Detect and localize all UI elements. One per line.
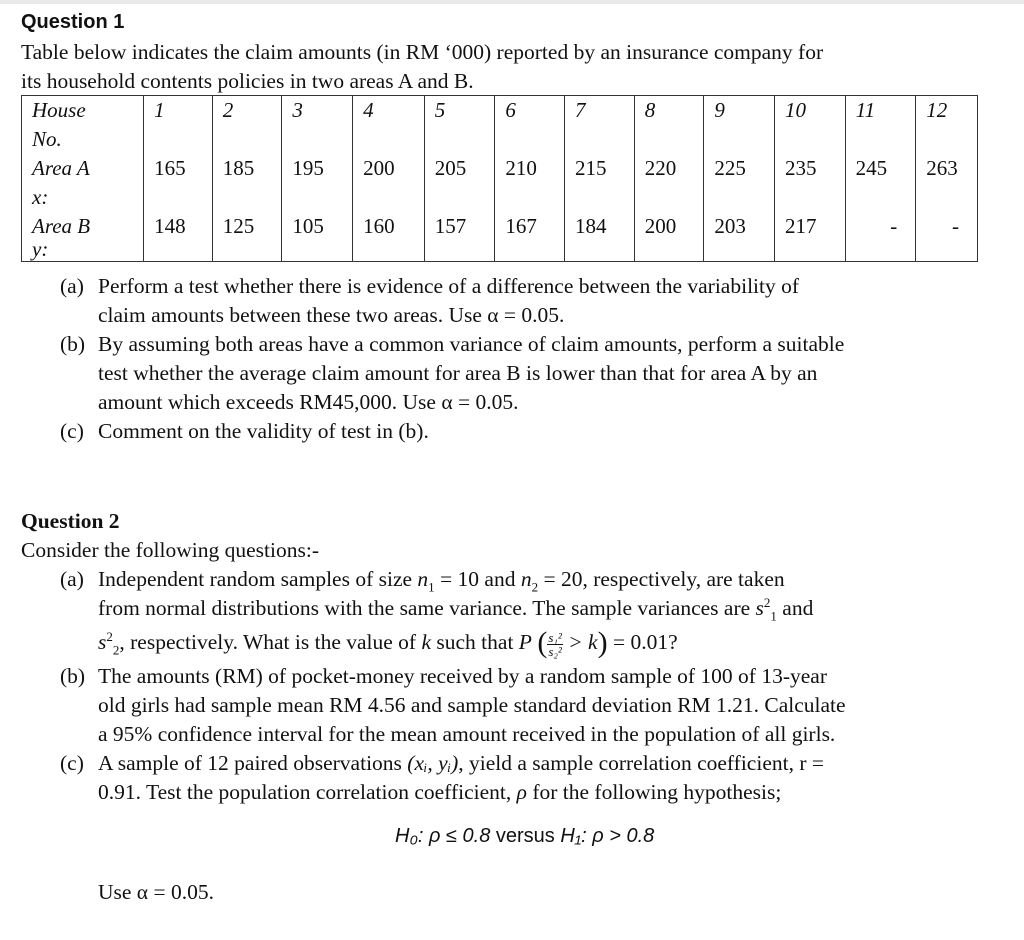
part-label: (c) <box>60 419 84 443</box>
area-a-value: 245 <box>845 154 916 183</box>
part-line <box>98 778 1000 807</box>
area-b-value: 157 <box>424 212 495 241</box>
math-s2: s <box>98 630 107 654</box>
part-line: By assuming both areas have a common variance of claim amounts, perform a suitable <box>98 332 845 356</box>
area-a-value: 165 <box>144 154 213 183</box>
math-s2-subscript: 2 <box>112 642 120 658</box>
area-b-symbol-row <box>22 241 978 262</box>
question-2-heading: Question 2 <box>21 509 120 533</box>
area-b-symbol: y: <box>22 241 144 262</box>
question-2-part-c <box>60 749 1000 807</box>
math-s1-subscript: 1 <box>770 608 777 624</box>
question-2-parts <box>60 565 1000 807</box>
area-a-label: Area A <box>22 154 144 183</box>
question-1-parts <box>60 272 1000 446</box>
intro-line: Table below indicates the claim amounts (in RM ‘000) reported by an insurance company for <box>21 40 824 64</box>
house-label-no: No. <box>22 125 144 154</box>
math-p: P <box>518 630 532 654</box>
house-number-cell: 11 <box>845 96 916 126</box>
significance-level: Use α = 0.05. <box>98 880 214 904</box>
null-hypothesis: H₀: ρ ≤ 0.8 <box>395 825 491 847</box>
area-a-value: 263 <box>916 154 978 183</box>
area-a-row <box>22 154 978 183</box>
house-number-row <box>22 96 978 126</box>
text: A sample of 12 paired observations <box>98 751 408 775</box>
claims-table <box>21 95 978 262</box>
area-a-value: 235 <box>774 154 845 183</box>
area-a-value: 195 <box>282 154 353 183</box>
part-line <box>98 749 1000 778</box>
math-n1-subscript: 1 <box>428 579 435 595</box>
math-gt-k: > k <box>562 630 598 654</box>
part-label: (b) <box>60 664 86 688</box>
area-a-value: 220 <box>634 154 704 183</box>
alternative-hypothesis: H₁: ρ > 0.8 <box>560 825 655 847</box>
text: from normal distributions with the same variance. The sample variances are <box>98 596 756 620</box>
part-line: a 95% confidence interval for the mean amount received in the population of all girls. <box>98 722 836 746</box>
text: = 0.01? <box>607 630 678 654</box>
part-line: old girls had sample mean RM 4.56 and sample standard deviation RM 1.21. Calculate <box>98 693 846 717</box>
math-s1: s <box>755 596 764 620</box>
math-n1: n <box>417 567 429 591</box>
question-2-intro: Consider the following questions:- <box>21 538 319 562</box>
area-a-symbol-row <box>22 183 978 212</box>
question-1-part-c <box>60 417 1000 446</box>
hypothesis-statement <box>395 822 654 851</box>
area-b-row <box>22 212 978 241</box>
math-n2: n <box>520 567 532 591</box>
math-pair: (xᵢ, yᵢ) <box>407 751 459 775</box>
house-number-cell: 4 <box>353 96 425 126</box>
question-1-part-a <box>60 272 1000 330</box>
question-1-heading: Question 1 <box>21 11 125 33</box>
question-1-part-b <box>60 330 1000 417</box>
house-number-cell: 2 <box>212 96 282 126</box>
math-rho: ρ <box>516 780 527 804</box>
part-line <box>98 565 1000 594</box>
math-n2-subscript: 2 <box>531 579 539 595</box>
house-number-cell: 7 <box>565 96 635 126</box>
question-2-part-a <box>60 565 1000 662</box>
area-b-empty-value: - <box>845 212 916 241</box>
versus-text: versus <box>490 825 561 847</box>
part-line: test whether the average claim amount for area B is lower than that for area A by an <box>98 361 818 385</box>
part-label: (a) <box>60 567 84 591</box>
text: such that <box>431 630 519 654</box>
area-a-value: 215 <box>565 154 635 183</box>
question-2-part-b <box>60 662 1000 749</box>
text: = 20, respectively, are taken <box>538 567 785 591</box>
text: , yield a sample correlation coefficient, r = <box>458 751 824 775</box>
part-label: (c) <box>60 751 84 775</box>
area-b-empty-value: - <box>916 212 978 241</box>
area-a-value: 185 <box>212 154 282 183</box>
paren-open: ( <box>537 626 548 659</box>
math-s2-superscript: 2 <box>106 628 113 644</box>
math-s1-superscript: 2 <box>763 594 771 610</box>
text: and <box>776 596 814 620</box>
text: for the following hypothesis; <box>526 780 782 804</box>
area-b-value: 167 <box>495 212 565 241</box>
area-b-value: 217 <box>774 212 845 241</box>
fraction-numerator: s₁² <box>548 629 562 645</box>
text: = 10 and <box>434 567 521 591</box>
fraction-denominator: s₂² <box>548 643 562 659</box>
area-b-value: 148 <box>144 212 213 241</box>
area-b-value: 160 <box>353 212 425 241</box>
top-divider <box>0 0 1024 4</box>
area-b-label: Area B <box>22 212 144 241</box>
area-a-value: 200 <box>353 154 425 183</box>
area-a-symbol: x: <box>22 183 144 212</box>
variance-ratio-fraction <box>547 631 562 658</box>
house-number-cell: 8 <box>634 96 704 126</box>
area-a-value: 210 <box>495 154 565 183</box>
math-k: k <box>421 630 432 654</box>
house-number-cell: 3 <box>282 96 353 126</box>
area-b-value: 184 <box>565 212 635 241</box>
part-line: amount which exceeds RM45,000. Use α = 0.05. <box>98 390 519 414</box>
house-number-cell: 12 <box>916 96 978 126</box>
house-number-cell: 5 <box>424 96 495 126</box>
text: 0.91. Test the population correlation coefficient, <box>98 780 517 804</box>
part-line <box>98 594 1000 623</box>
house-number-cell: 9 <box>704 96 775 126</box>
part-line <box>98 623 1000 662</box>
part-line: Comment on the validity of test in (b). <box>98 419 429 443</box>
house-number-cell: 10 <box>774 96 845 126</box>
area-b-value: 200 <box>634 212 704 241</box>
house-number-cell: 6 <box>495 96 565 126</box>
intro-line: its household contents policies in two areas A and B. <box>21 69 474 93</box>
area-a-value: 225 <box>704 154 775 183</box>
area-b-value: 105 <box>282 212 353 241</box>
part-line: Perform a test whether there is evidence of a difference between the variability of <box>98 274 800 298</box>
question-1-intro <box>21 38 1011 96</box>
area-b-value: 125 <box>212 212 282 241</box>
part-label: (b) <box>60 332 86 356</box>
house-label-continued-row <box>22 125 978 154</box>
area-b-value: 203 <box>704 212 775 241</box>
part-line: claim amounts between these two areas. Use α = 0.05. <box>98 303 565 327</box>
area-a-value: 205 <box>424 154 495 183</box>
part-line: The amounts (RM) of pocket-money received by a random sample of 100 of 13-year <box>98 664 827 688</box>
text: , respectively. What is the value of <box>119 630 422 654</box>
text: Independent random samples of size <box>98 567 418 591</box>
house-label: House <box>22 96 144 126</box>
part-label: (a) <box>60 274 84 298</box>
paren-close: ) <box>597 626 608 659</box>
house-number-cell: 1 <box>144 96 213 126</box>
